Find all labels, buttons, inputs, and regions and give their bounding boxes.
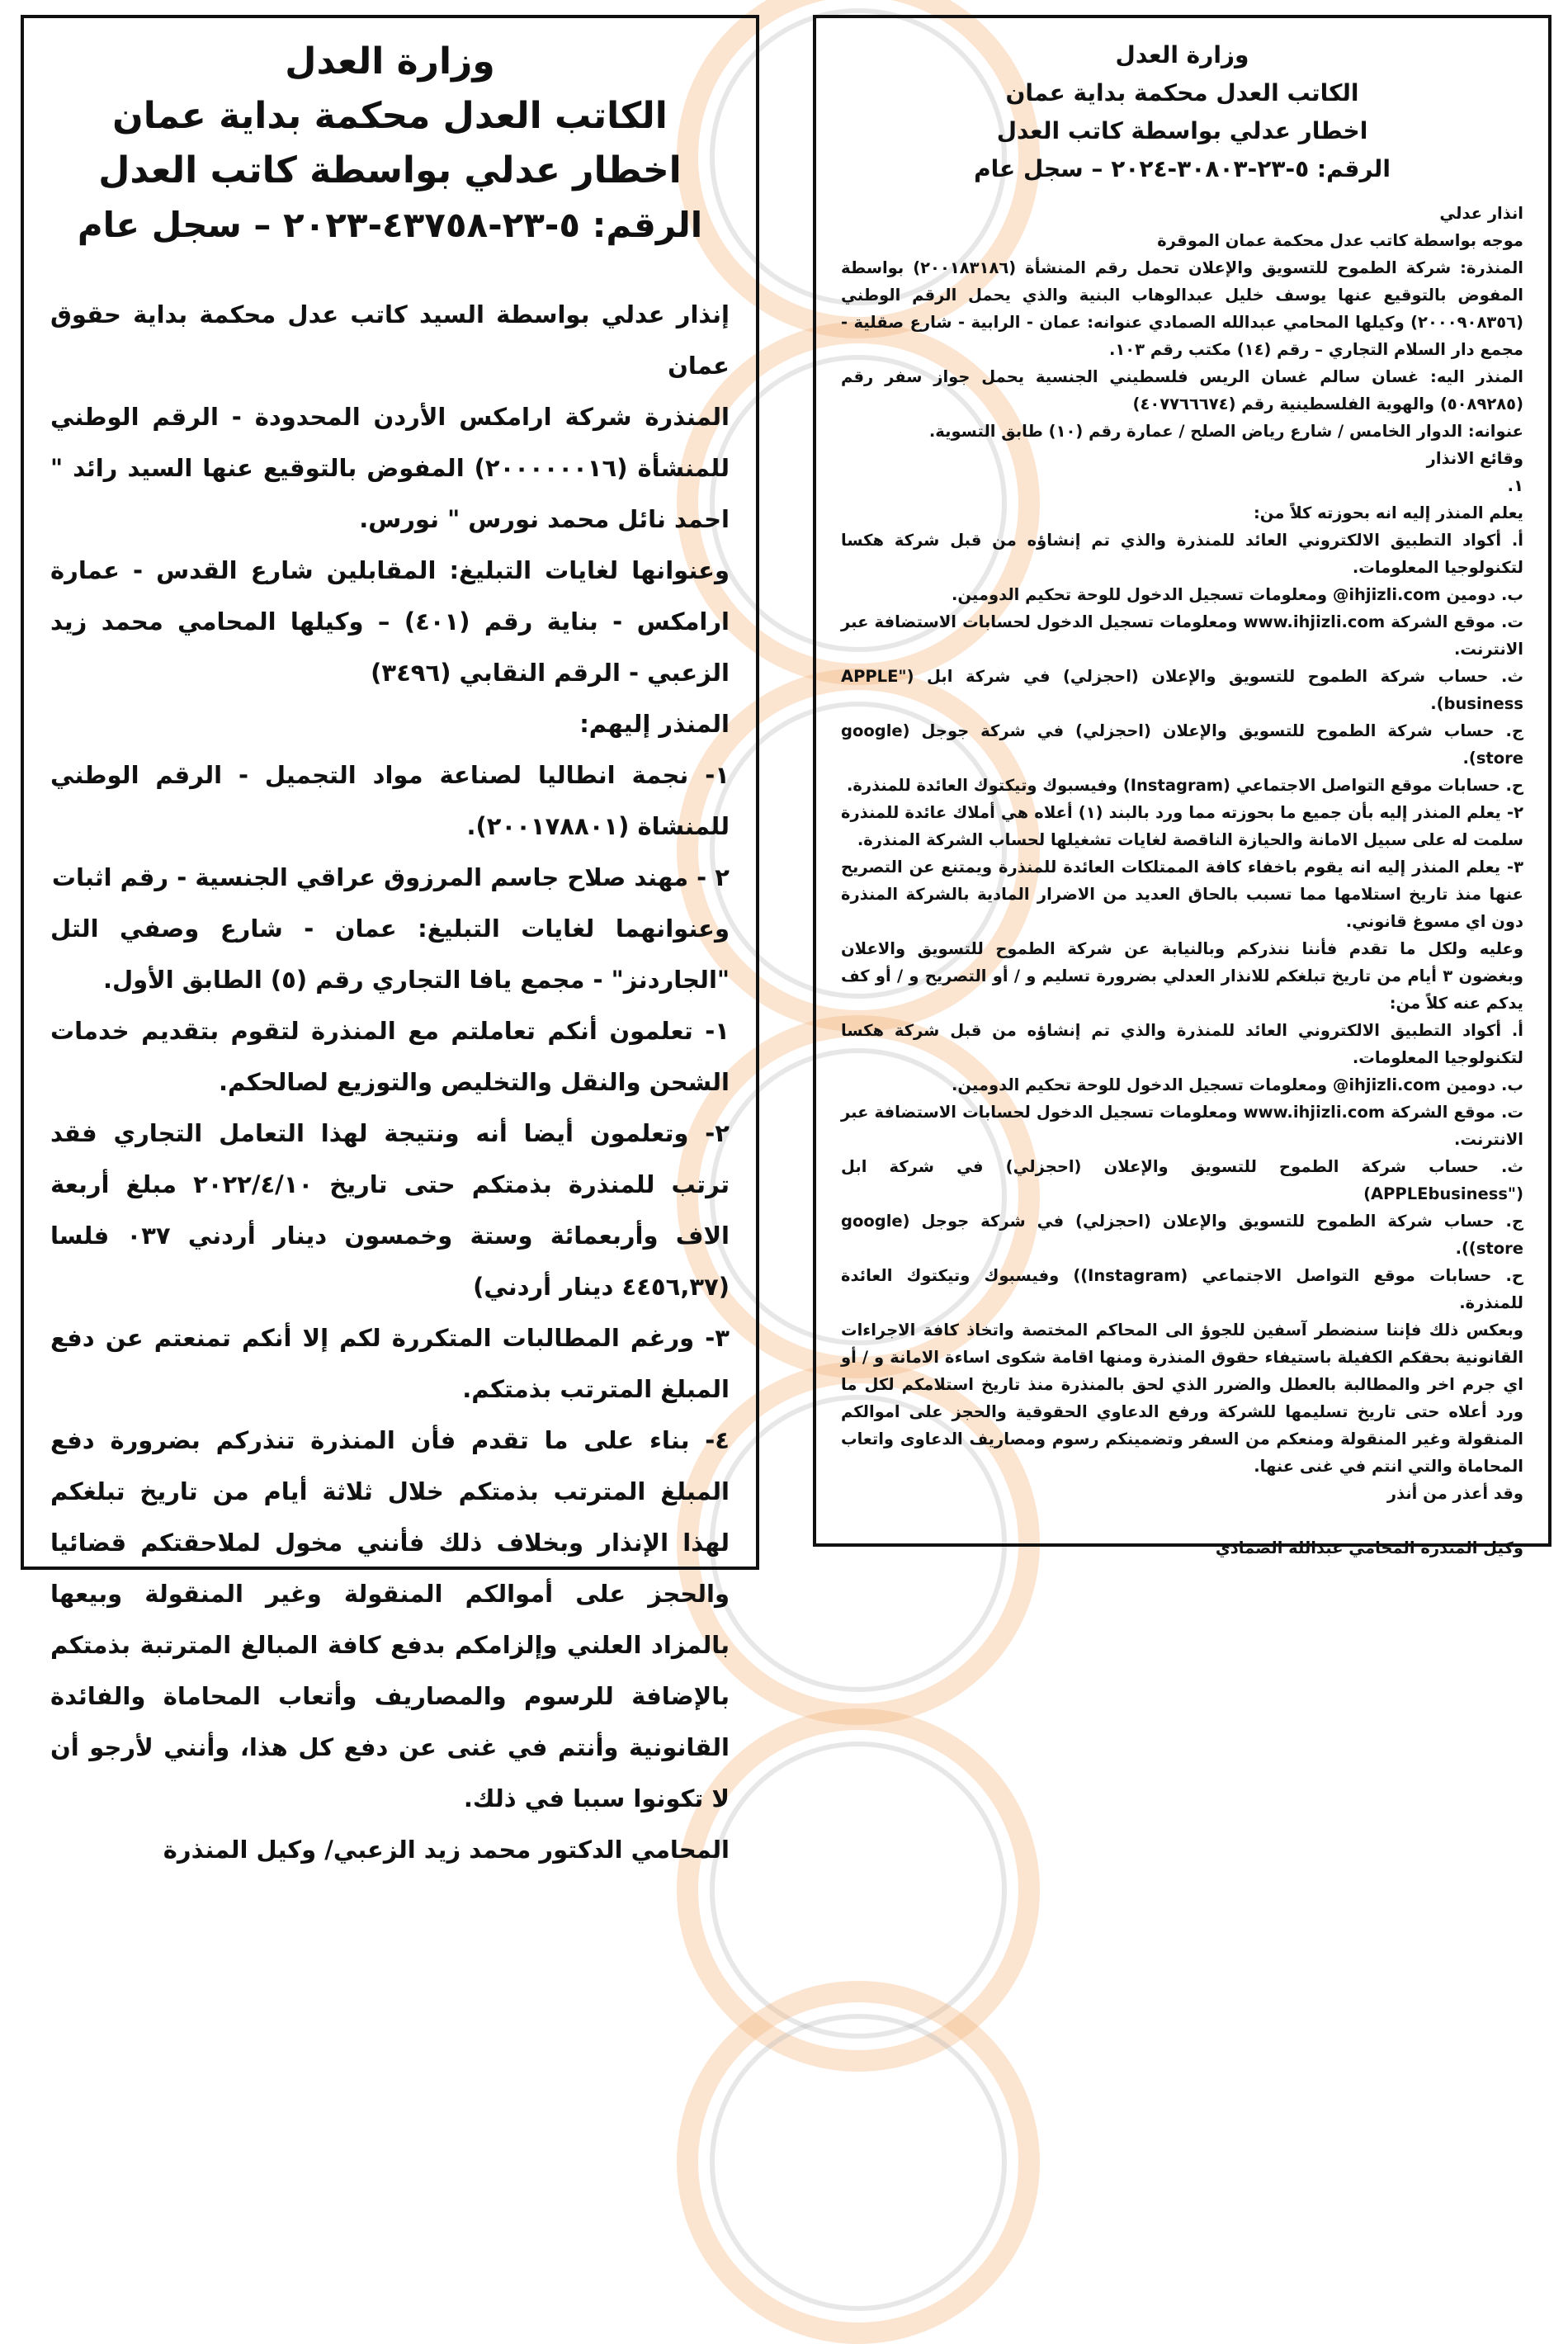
- notice-paragraph: ت. موقع الشركة www.ihjizli.com ومعلومات تسجيل الدخول لحسابات الاستضافة عبر الانترنت.: [841, 612, 1523, 659]
- watermark-logo: [677, 1708, 1040, 2072]
- notice-paragraph: ت. موقع الشركة www.ihjizli.com ومعلومات تسجيل الدخول لحسابات الاستضافة عبر الانترنت.: [841, 1103, 1523, 1149]
- notice-paragraph: ث. حساب شركة الطموح للتسويق والإعلان (احجزلي) في شركة ابل ("APPLEbusiness): [841, 1157, 1523, 1203]
- notice-paragraph: انذار عدلي: [1439, 204, 1523, 223]
- court-title: الكاتب العدل محكمة بداية عمان: [112, 95, 668, 137]
- legal-notice-right: [813, 15, 1551, 1557]
- notice-paragraph: المنذر إليهم:: [579, 710, 730, 738]
- notice-paragraph: ٣- ورغم المطالبات المتكررة لكم إلا أنكم تمنعتم عن دفع المبلغ المترتب بذمتكم.: [50, 1324, 730, 1403]
- notice-paragraph: وبعكس ذلك فإننا سنضطر آسفين للجوؤ الى المحاكم المختصة واتخاذ كافة الاجراءات القانونية بحقكم الكفيلة باستيفاء حقوق المنذرة ومنها اقامة شكوى اساءة الامانة و / أو اي جرم اخر والمطالبة بالعطل والضرر الذي لحق بالمنذرة منذ تاريخ استلامكم لكل ما ورد أعلاه حتى تاريخ تسليمها للشركة ورفع الدعاوي الحقوقية والحجز على اموالكم المنقولة وغير المنقولة ومنعكم من السفر وتضمينكم رسوم ومصاريف الدعاوى واتعاب المحاماة والتي انتم في غنى عنها.: [841, 1321, 1523, 1476]
- notice-number: الرقم: ٥-٢٣-٤٣٧٥٨-٢٠٢٣ – سجل عام: [77, 205, 703, 245]
- notice-paragraph: وكيل المنذرة المحامي عبدالله الصمادي: [1215, 1538, 1523, 1557]
- notice-paragraph: ج. حساب شركة الطموح للتسويق والإعلان (احجزلي) في شركة جوجل (google store).: [841, 721, 1523, 768]
- notice-paragraph: ٣- يعلم المنذر إليه انه يقوم باخفاء كافة الممتلكات العائدة للمنذرة ويمتنع عن التصريح عنها منذ تاريخ استلامها مما تسبب بالحاق العديد من الاضرار المادية بالشركة المنذرة دون اي مسوغ قانوني.: [841, 858, 1523, 931]
- notice-paragraph: ٢- وتعلمون أيضا أنه ونتيجة لهذا التعامل التجاري فقد ترتب للمنذرة بذمتكم حتى تاريخ ٢٠٢٢/٤/١٠ مبلغ أربعة الاف وأربعمائة وستة وخمسون دينار أردني ٠٣٧ فلسا (٤٤٥٦,٣٧ دينار أردني): [50, 1119, 730, 1301]
- notice-paragraph: يعلم المنذر إليه انه بحوزته كلاً من:: [1253, 503, 1523, 522]
- notice-title: اخطار عدلي بواسطة كاتب العدل: [98, 149, 682, 191]
- legal-notice-left: [21, 15, 759, 1864]
- notice-paragraph: ب. دومين ihjizli.com@ ومعلومات تسجيل الدخول للوحة تحكيم الدومين.: [951, 585, 1523, 604]
- notice-paragraph: وعنوانهما لغايات التبليغ: عمان - شارع وصفي التل "الجاردنز" - مجمع يافا التجاري رقم (٥) الطابق الأول.: [50, 914, 730, 994]
- notice-paragraph: ح. حسابات موقع التواصل الاجتماعي (Instagram) وفيسبوك وتيكتوك العائدة للمنذرة.: [846, 776, 1523, 795]
- clock-face-icon: [710, 2014, 1007, 2311]
- notice-paragraph: ٤- بناء على ما تقدم فأن المنذرة تنذركم بضرورة دفع المبلغ المترتب بذمتكم خلال ثلاثة أيام من تاريخ تبلغكم لهذا الإنذار وبخلاف ذلك فأنني مخول لملاحقتكم قضائيا والحجز على أموالكم المنقولة وغير المنقولة وبيعها بالمزاد العلني وإلزامكم بدفع كافة المبالغ المترتبة بذمتكم بالإضافة للرسوم والمصاريف وأتعاب المحاماة والفائدة القانونية وأنتم في غنى عن دفع كل هذا، وأنني لأرجو أن لا تكونوا سببا في ذلك.: [50, 1426, 730, 1812]
- ministry-title: وزارة العدل: [1115, 41, 1249, 69]
- watermark-logo: [677, 1981, 1040, 2344]
- court-title: الكاتب العدل محكمة بداية عمان: [1005, 79, 1359, 106]
- clock-ring-icon: [677, 1981, 1040, 2344]
- notice-paragraph: ث. حساب شركة الطموح للتسويق والإعلان (احجزلي) في شركة ابل ("APPLE business).: [841, 667, 1523, 713]
- notice-title: اخطار عدلي بواسطة كاتب العدل: [996, 117, 1368, 144]
- notice-paragraph: ١- تعلمون أنكم تعاملتم مع المنذرة لتقوم بتقديم خدمات الشحن والنقل والتخليص والتوزيع لصالحكم.: [50, 1017, 730, 1096]
- notice-body: [50, 289, 730, 1875]
- ministry-title: وزارة العدل: [285, 40, 495, 83]
- notice-paragraph: موجه بواسطة كاتب عدل محكمة عمان الموقرة: [1157, 231, 1523, 250]
- notice-paragraph: وعنوانها لغايات التبليغ: المقابلين شارع القدس - عمارة ارامكس - بناية رقم (٤٠١) – وكيلها المحامي محمد زيد الزعبي - الرقم النقابي (٣٤٩٦): [50, 556, 730, 687]
- notice-paragraph: المنذر اليه: غسان سالم غسان الريس فلسطيني الجنسية يحمل جواز سفر رقم (٥٠٨٩٢٨٥) والهوية الفلسطينية رقم (٤٠٧٧٦٦٦٧٤): [841, 367, 1523, 414]
- notice-paragraph: إنذار عدلي بواسطة السيد كاتب عدل محكمة بداية حقوق عمان: [50, 300, 730, 380]
- notice-paragraph: ٢- يعلم المنذر إليه بأن جميع ما بحوزته مما ورد بالبند (١) أعلاه هي أملاك عائدة للمنذرة سلمت له على سبيل الامانة والحيازة الناقصة لغايات تشغيلها لحساب الشركة المنذرة.: [841, 803, 1523, 849]
- notice-paragraph: عنوانه: الدوار الخامس / شارع رياض الصلح / عمارة رقم (١٠) طابق التسوية.: [928, 422, 1523, 441]
- clock-ring-icon: [677, 1708, 1040, 2072]
- clock-face-icon: [710, 1741, 1007, 2039]
- notice-body: [841, 200, 1523, 1562]
- notice-paragraph: ح. حسابات موقع التواصل الاجتماعي (Instagram)) وفيسبوك وتيكتوك العائدة للمنذرة.: [841, 1266, 1523, 1312]
- notice-paragraph: وعليه ولكل ما تقدم فأننا ننذركم وبالنيابة عن شركة الطموح للتسويق والاعلان وبغضون ٣ أيام من تاريخ تبلغكم للانذار العدلي بضرورة تسليم و / أو التصريح و / أو كف يدكم عنه كلاً من:: [841, 939, 1523, 1013]
- notice-paragraph: ١- نجمة انطاليا لصناعة مواد التجميل - الرقم الوطني للمنشاة (٢٠٠١٧٨٨٠١).: [50, 761, 730, 840]
- notice-paragraph: ١.: [1507, 476, 1523, 495]
- notice-paragraph: وقائع الانذار: [1426, 449, 1523, 468]
- notice-paragraph: وقد أعذر من أنذر: [1386, 1484, 1523, 1503]
- notice-paragraph: ج. حساب شركة الطموح للتسويق والإعلان (احجزلي) في شركة جوجل (google store)).: [841, 1212, 1523, 1258]
- notice-paragraph: المحامي الدكتور محمد زيد الزعبي/ وكيل المنذرة: [163, 1836, 730, 1864]
- notice-number: الرقم: ٥-٢٣-٣٠٨٠٣-٢٠٢٤ – سجل عام: [974, 155, 1391, 182]
- notice-paragraph: ٢ - مهند صلاح جاسم المرزوق عراقي الجنسية - رقم اثبات: [51, 863, 730, 891]
- notice-paragraph: أ. أكواد التطبيق الالكتروني العائد للمنذرة والذي تم إنشاؤه من قبل شركة هكسا لتكنولوجيا المعلومات.: [841, 531, 1523, 577]
- notice-paragraph: أ. أكواد التطبيق الالكتروني العائد للمنذرة والذي تم إنشاؤه من قبل شركة هكسا لتكنولوجيا المعلومات.: [841, 1021, 1523, 1067]
- notice-paragraph: المنذرة شركة ارامكس الأردن المحدودة - الرقم الوطني للمنشأة (٢٠٠٠٠٠٠١٦) المفوض بالتوقيع عنها السيد رائد " احمد نائل محمد نورس " نورس.: [50, 403, 730, 533]
- notice-paragraph: ب. دومين ihjizli.com@ ومعلومات تسجيل الدخول للوحة تحكيم الدومين.: [951, 1075, 1523, 1094]
- notice-paragraph: المنذرة: شركة الطموح للتسويق والإعلان تحمل رقم المنشأة (٢٠٠١٨٣١٨٦) بواسطة المفوض بالتوقيع عنها يوسف خليل عبدالوهاب البنية والذي يحمل الرقم الوطني (٢٠٠٠٩٠٨٣٥٦) وكيلها المحامي عبدالله الصمادي عنوانه: عمان - الرابية - شارع صقلية - مجمع دار السلام التجاري – رقم (١٤) مكتب رقم ١٠٣.: [841, 258, 1523, 359]
